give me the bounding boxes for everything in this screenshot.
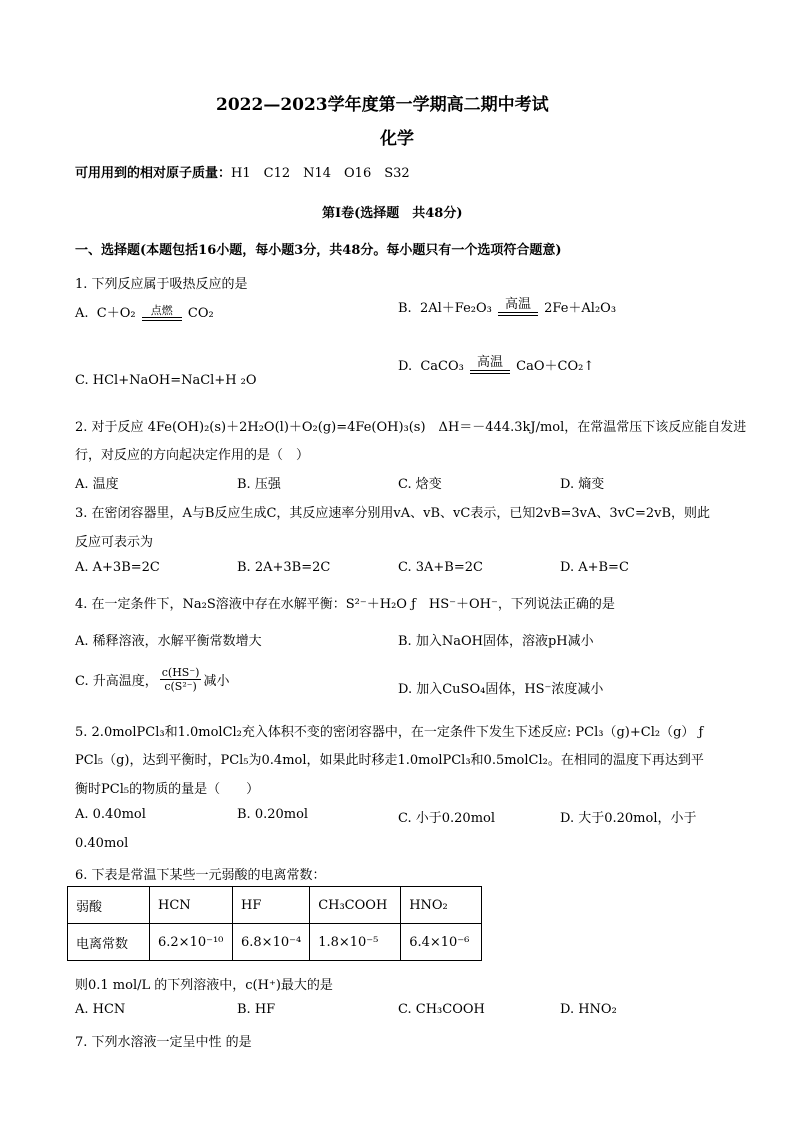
q7-stem: 7. 下列水溶液一定呈中性 的是	[75, 1035, 252, 1050]
table-cell: 电离常数	[68, 924, 150, 961]
q1-d-right: CaO＋CO₂↑	[516, 359, 595, 374]
q3-option-a: A. A+3B=2C	[75, 560, 160, 575]
q5-option-d-cont: 0.40mol	[75, 836, 129, 851]
exam-title: 2022—2023学年度第一学期高二期中考试	[216, 95, 549, 115]
q2-option-b: B. 压强	[237, 477, 281, 492]
q5-line2: PCl₅（g)，达到平衡时，PCl₅为0.4mol，如果此时移走1.0molPCl₃和0.5molCl₂。在相同的温度下再达到平	[75, 753, 704, 768]
q1-d-label: D.	[398, 359, 413, 374]
table-row	[68, 924, 482, 961]
q3-line2: 反应可表示为	[75, 535, 154, 550]
q3-option-c: C. 3A+B=2C	[398, 560, 483, 575]
q1-d-left: CaCO₃	[420, 359, 464, 374]
ratio-numerator: c(HS⁻)	[161, 666, 200, 679]
reaction-condition	[470, 355, 510, 374]
q1-b-cond: 高温	[504, 297, 531, 312]
q2-option-d: D. 熵变	[560, 477, 605, 492]
concentration-ratio	[160, 666, 202, 693]
q3-line1: 3. 在密闭容器里，A与B反应生成C，其反应速率分别用vA、vB、vC表示，已知2vB=3vA、3vC=2vB，则此	[75, 506, 711, 521]
reaction-condition	[498, 297, 538, 316]
q2-option-c: C. 焓变	[398, 477, 442, 492]
q1-d-cond: 高温	[477, 355, 504, 370]
q4-option-a: A. 稀释溶液，水解平衡常数增大	[75, 634, 262, 649]
q3-option-d: D. A+B=C	[560, 560, 629, 575]
table-cell: 6.8×10⁻⁴	[233, 924, 310, 961]
table-cell: HNO₂	[401, 887, 482, 924]
q2-line2: 行，对反应的方向起决定作用的是（ ）	[75, 448, 310, 463]
q1-b-right: 2Fe＋Al₂O₃	[544, 301, 617, 316]
table-cell: 6.2×10⁻¹⁰	[150, 924, 233, 961]
q6-stem: 6. 下表是常温下某些一元弱酸的电离常数：	[75, 868, 326, 883]
atomic-mass-values: H1 C12 N14 O16 S32	[231, 166, 410, 181]
table-cell: 弱酸	[68, 887, 150, 924]
q1-b-left: 2Al＋Fe₂O₃	[419, 301, 492, 316]
reaction-condition	[142, 305, 182, 321]
q1-a-cond: 点燃	[150, 304, 173, 317]
q4-option-b: B. 加入NaOH固体，溶液pH减小	[398, 634, 594, 649]
q1-a-right: CO₂	[187, 306, 214, 321]
q5-option-a: A. 0.40mol	[75, 807, 146, 822]
q6-option-c: C. CH₃COOH	[398, 1002, 485, 1017]
table-cell: HF	[233, 887, 310, 924]
q1-option-b	[398, 297, 616, 316]
table-header-row	[68, 887, 482, 924]
q5-option-b: B. 0.20mol	[237, 807, 309, 822]
q6-option-d: D. HNO₂	[560, 1002, 617, 1017]
table-cell: CH₃COOH	[310, 887, 401, 924]
part-title: 第Ⅰ卷(选择题 共48分)	[322, 206, 463, 221]
q1-a-left: C＋O₂	[96, 306, 136, 321]
q5-option-d: D. 大于0.20mol，小于	[560, 811, 697, 826]
q4-option-c	[75, 666, 229, 693]
q4-c-post: 减小	[203, 674, 230, 689]
q6-after: 则0.1 mol/L 的下列溶液中，c(H⁺)最大的是	[75, 978, 333, 993]
q3-option-b: B. 2A+3B=2C	[237, 560, 331, 575]
atomic-mass-line	[75, 162, 410, 181]
table-cell: HCN	[150, 887, 233, 924]
subject-title: 化学	[380, 129, 414, 149]
q4-option-d: D. 加入CuSO₄固体，HS⁻浓度减小	[398, 682, 604, 697]
q4-stem: 4. 在一定条件下，Na₂S溶液中存在水解平衡：S²⁻＋H₂O ƒ HS⁻＋OH⁻，下列说法正确的是	[75, 597, 615, 612]
q1-a-label: A.	[75, 306, 89, 321]
q4-c-pre: C. 升高温度，	[75, 674, 158, 689]
q1-option-d	[398, 355, 594, 374]
table-cell: 6.4×10⁻⁶	[401, 924, 482, 961]
ratio-denominator: c(S²⁻)	[164, 680, 197, 693]
q2-option-a: A. 温度	[75, 477, 119, 492]
q1-b-label: B.	[398, 301, 412, 316]
q1-stem: 1. 下列反应属于吸热反应的是	[75, 277, 248, 292]
q2-line1: 2. 对于反应 4Fe(OH)₂(s)＋2H₂O(l)＋O₂(g)=4Fe(OH)₃(s) ΔH＝－444.3kJ/mol，在常温常压下该反应能自发进	[75, 420, 747, 435]
q5-line3: 衡时PCl₅的物质的量是（ ）	[75, 782, 260, 797]
q1-option-a	[75, 302, 214, 321]
ionization-constant-table	[67, 886, 482, 961]
q5-line1: 5. 2.0molPCl₃和1.0molCl₂充入体积不变的密闭容器中，在一定条件下发生下述反应: PCl₃（g)+Cl₂（g） ƒ	[75, 725, 704, 740]
atomic-mass-label: 可用用到的相对原子质量：	[75, 166, 232, 181]
q6-option-b: B. HF	[237, 1002, 276, 1017]
q1-option-c: C. HCl+NaOH=NaCl+H ₂O	[75, 373, 257, 388]
table-cell: 1.8×10⁻⁵	[310, 924, 401, 961]
section-title: 一、选择题(本题包括16小题，每小题3分，共48分。每小题只有一个选项符合题意)	[75, 243, 562, 258]
q5-option-c: C. 小于0.20mol	[398, 811, 496, 826]
q6-option-a: A. HCN	[75, 1002, 126, 1017]
